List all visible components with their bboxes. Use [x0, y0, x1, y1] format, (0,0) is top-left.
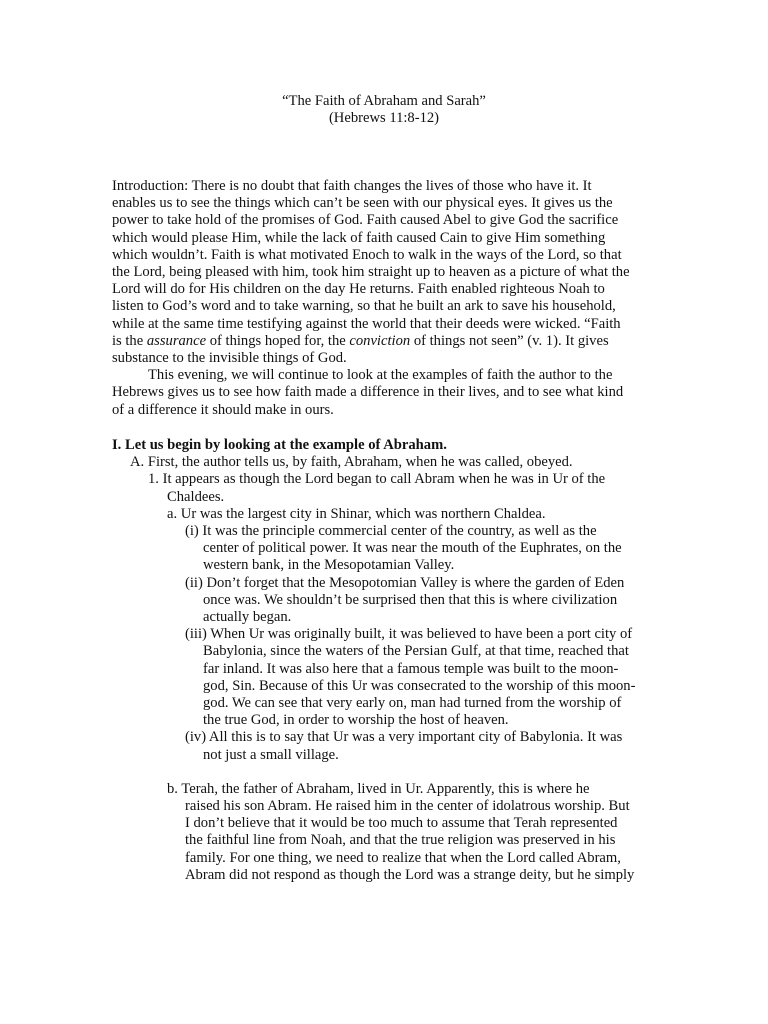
outline-point-a-lower: a. Ur was the largest city in Shinar, which was northern Chaldea. — [167, 505, 546, 522]
outline-point-b-cont: raised his son Abram. He raised him in the center of idolatrous worship. But — [185, 798, 630, 815]
introduction-paragraph — [112, 178, 656, 419]
intro-line: Introduction: There is no doubt that faith changes the lives of those who have it. It — [112, 178, 592, 194]
outline-point-b-lower: b. Terah, the father of Abraham, lived in Ur. Apparently, this is where he — [167, 780, 590, 797]
intro-line: which would please Him, while the lack of faith caused Cain to give Him something — [112, 229, 606, 246]
intro-line-with-emphasis — [112, 333, 656, 350]
outline-point-iii-cont: far inland. It was also here that a famous temple was built to the moon- — [203, 660, 619, 677]
document-subtitle: (Hebrews 11:8-12) — [328, 110, 440, 127]
intro-text: of things hoped for, the — [206, 332, 350, 349]
outline-point-ii-cont: actually began. — [203, 609, 292, 626]
outline-point-i-cont: center of political power. It was near the mouth of the Euphrates, on the — [203, 540, 622, 557]
intro-line: which wouldn’t. Faith is what motivated Enoch to walk in the ways of the Lord, so that — [112, 246, 622, 263]
outline-point-iii: (iii) When Ur was originally built, it was believed to have been a port city of — [185, 626, 633, 643]
outline-point-b-cont: family. For one thing, we need to realize that when the Lord called Abram, — [185, 849, 621, 866]
blank-line — [112, 764, 672, 781]
outline-point-iii-cont: the true God, in order to worship the host of heaven. — [203, 712, 509, 729]
paragraph-line: Hebrews gives us to see how faith made a difference in their lives, and to see what kind — [112, 384, 624, 401]
intro-text: is the — [112, 332, 147, 349]
emphasis-assurance: assurance — [146, 332, 207, 349]
document-title: “The Faith of Abraham and Sarah” — [282, 93, 486, 109]
section-one — [112, 437, 672, 884]
paragraph-line: This evening, we will continue to look at the examples of faith the author to the — [148, 367, 613, 384]
outline-point-1: 1. It appears as though the Lord began to call Abram when he was in Ur of the — [148, 471, 606, 488]
outline-point-b-cont: Abram did not respond as though the Lord was a strange deity, but he simply — [185, 866, 635, 883]
intro-line: the Lord, being pleased with him, took him straight up to heaven as a picture of what the — [112, 264, 630, 281]
outline-point-i-cont: western bank, in the Mesopotamian Valley. — [203, 557, 455, 574]
intro-text: of things not seen” (v. 1). It gives — [410, 332, 609, 349]
outline-point-iii-cont: Babylonia, since the waters of the Persian Gulf, at that time, reached that — [203, 643, 629, 660]
outline-point-iii-cont: god, Sin. Because of this Ur was consecrated to the worship of this moon- — [203, 677, 636, 694]
outline-point-i: (i) It was the principle commercial center of the country, as well as the — [185, 523, 597, 540]
outline-point-b-cont: I don’t believe that it would be too much to assume that Terah represented — [185, 815, 618, 832]
outline-point-1-cont: Chaldees. — [167, 488, 225, 505]
outline-point-iv: (iv) All this is to say that Ur was a very important city of Babylonia. It was — [185, 729, 623, 746]
intro-line: Lord will do for His children on the day He returns. Faith enabled righteous Noah to — [112, 281, 605, 298]
title-block — [112, 93, 656, 127]
intro-line: enables us to see the things which can’t be seen with our physical eyes. It gives us the — [112, 195, 613, 212]
intro-line: listen to God’s word and to take warning, so that he built an ark to save his household, — [112, 298, 616, 315]
emphasis-conviction: conviction — [349, 332, 411, 349]
intro-line: while at the same time testifying against the world that their deeds were wicked. “Faith — [112, 315, 621, 332]
outline-point-iii-cont: god. We can see that very early on, man had turned from the worship of — [203, 695, 622, 712]
paragraph-line: of a difference it should make in ours. — [112, 401, 334, 418]
outline-point-ii-cont: once was. We shouldn’t be surprised then that this is where civilization — [203, 591, 618, 608]
outline-point-a-upper: A. First, the author tells us, by faith, Abraham, when he was called, obeyed. — [130, 454, 573, 471]
section-heading: I. Let us begin by looking at the example of Abraham. — [112, 437, 447, 453]
outline-point-iv-cont: not just a small village. — [203, 746, 339, 763]
intro-line: substance to the invisible things of God. — [112, 350, 347, 367]
outline-point-b-cont: the faithful line from Noah, and that the true religion was preserved in his — [185, 832, 616, 849]
outline-point-ii: (ii) Don’t forget that the Mesopotomian Valley is where the garden of Eden — [185, 574, 625, 591]
intro-line: power to take hold of the promises of God. Faith caused Abel to give God the sacrifice — [112, 212, 619, 229]
